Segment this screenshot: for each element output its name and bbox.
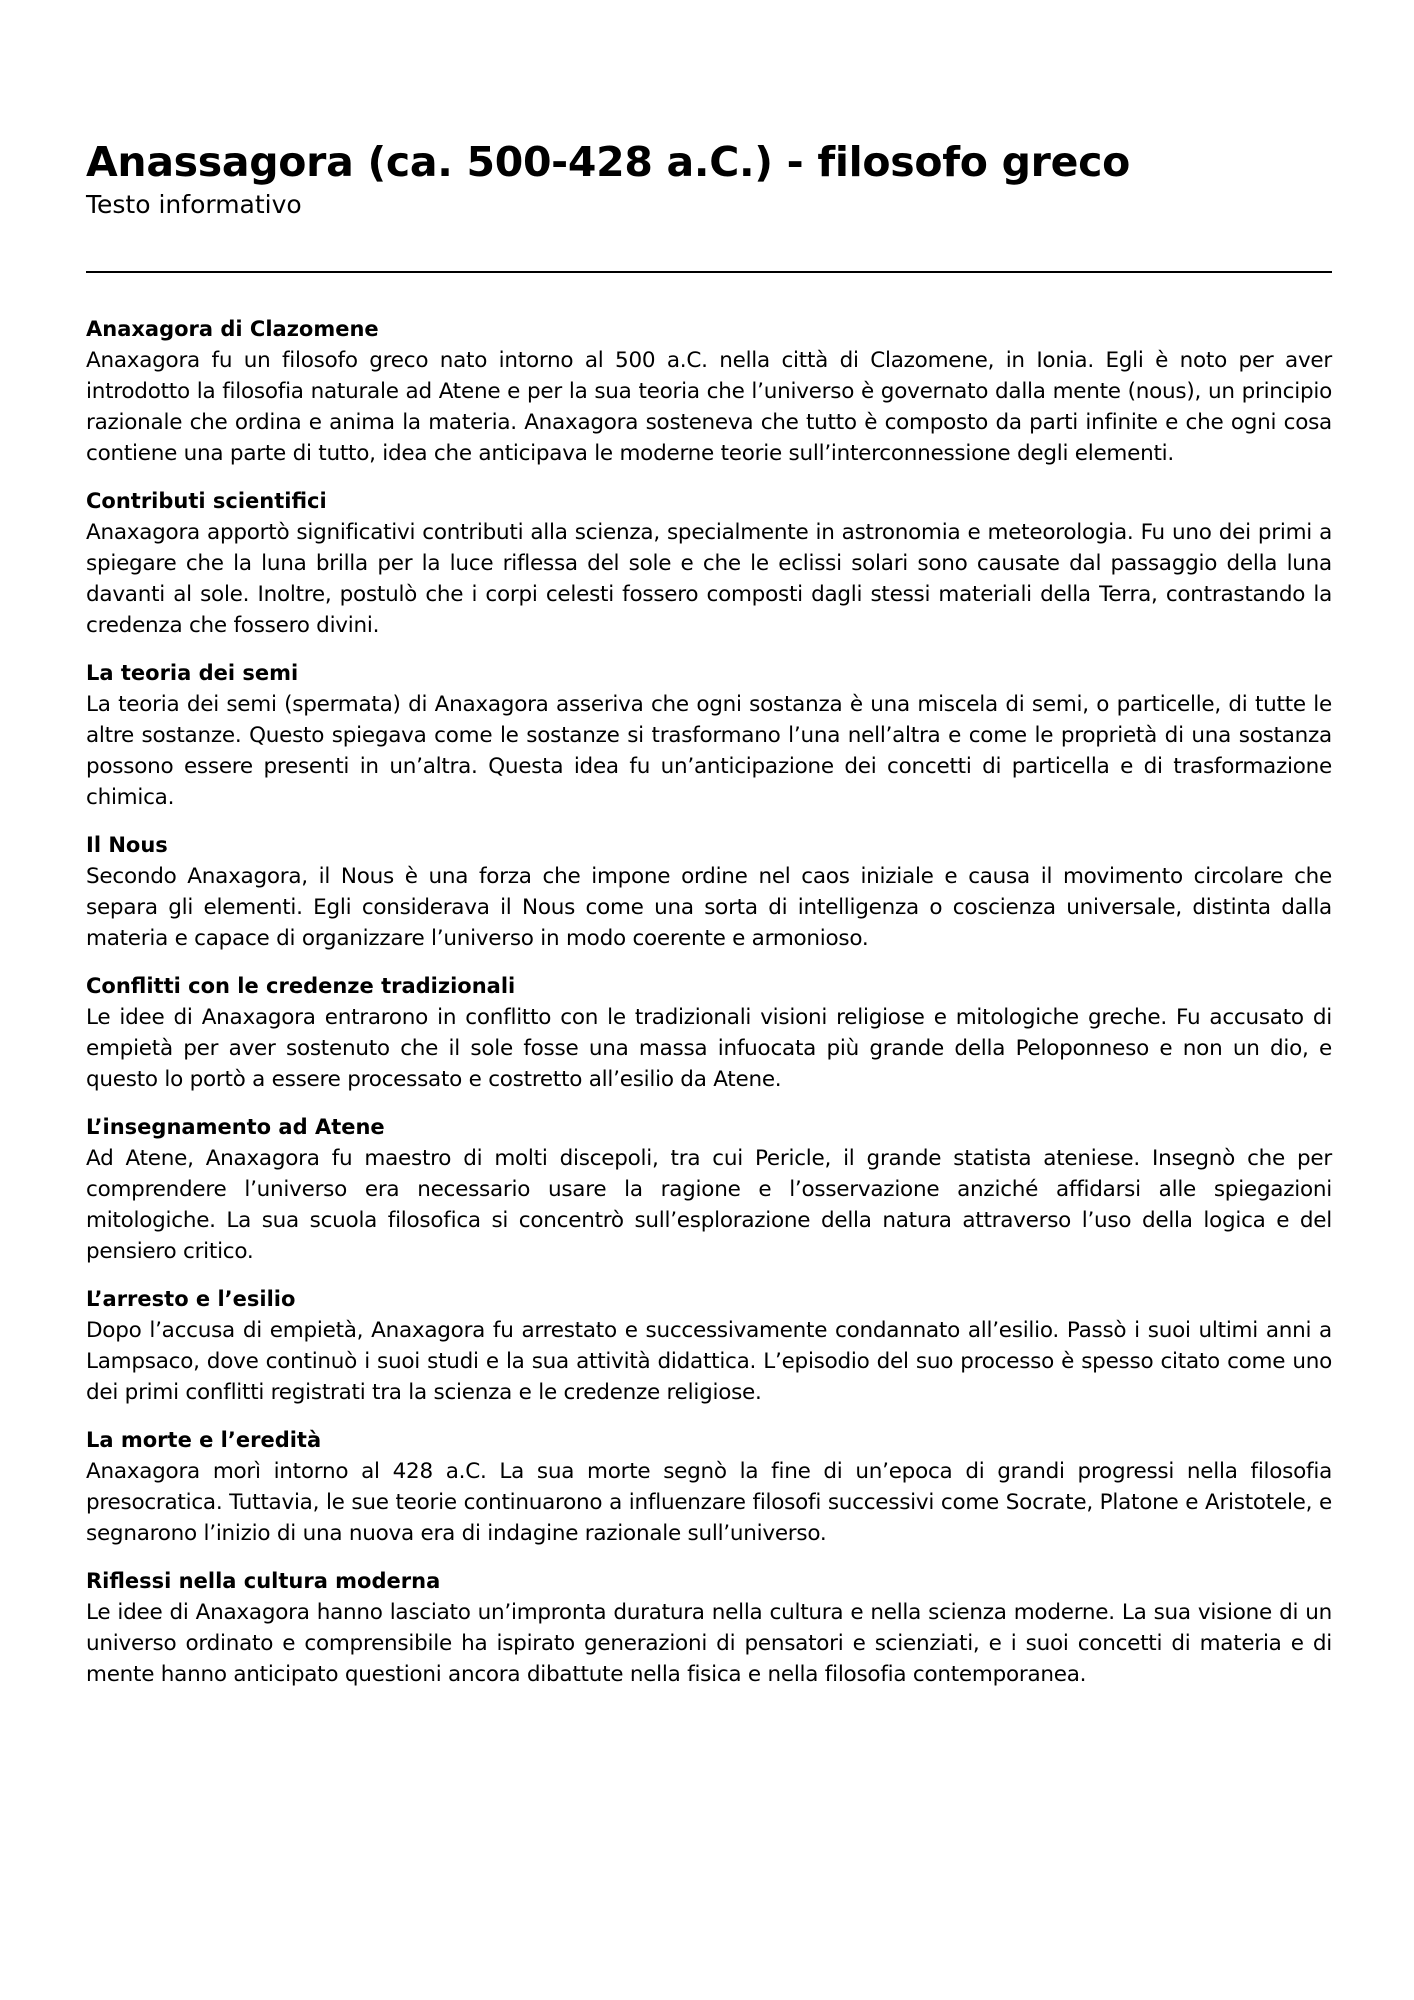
section-heading: Riflessi nella cultura moderna <box>86 1569 441 1593</box>
section-body: La teoria dei semi (spermata) di Anaxagora asseriva che ogni sostanza è una miscela di semi, o particelle, di tutte le altre sostanze. Questo spiegava come le sostanze si trasformano l’una nell’altra e come le proprietà di una sostanza possono essere presenti in un’altra. Questa idea fu un’anticipazione dei concetti di particella e di trasformazione chimica. <box>86 692 1332 810</box>
section-heading: L’insegnamento ad Atene <box>86 1115 385 1139</box>
section-body: Ad Atene, Anaxagora fu maestro di molti discepoli, tra cui Pericle, il grande statista ateniese. Insegnò che per comprendere l’universo era necessario usare la ragione e l’osservazione anziché affidarsi alle spiegazioni mitologiche. La sua scuola filosofica si concentrò sull’esplorazione della natura attraverso l’uso della logica e del pensiero critico. <box>86 1146 1332 1264</box>
section-heading: La morte e l’eredità <box>86 1428 322 1452</box>
section-teoria-dei-semi <box>86 658 1332 813</box>
section-body: Le idee di Anaxagora entrarono in conflitto con le tradizionali visioni religiose e mitologiche greche. Fu accusato di empietà per aver sostenuto che il sole fosse una massa infuocata più grande della Peloponneso e non un dio, e questo lo portò a essere processato e costretto all’esilio da Atene. <box>86 1005 1332 1092</box>
document-page <box>86 0 1332 1707</box>
section-riflessi-cultura-moderna <box>86 1566 1332 1690</box>
section-anaxagora-di-clazomene <box>86 314 1332 469</box>
section-body: Anaxagora morì intorno al 428 a.C. La sua morte segnò la fine di un’epoca di grandi progressi nella filosofia presocratica. Tuttavia, le sue teorie continuarono a influenzare filosofi successivi come Socrate, Platone e Aristotele, e segnarono l’inizio di una nuova era di indagine razionale sull’universo. <box>86 1459 1332 1546</box>
section-heading: La teoria dei semi <box>86 661 299 685</box>
section-body: Dopo l’accusa di empietà, Anaxagora fu arrestato e successivamente condannato all’esilio. Passò i suoi ultimi anni a Lampsaco, dove continuò i suoi studi e la sua attività didattica. L’episodio del suo processo è spesso citato come uno dei primi conflitti registrati tra la scienza e le credenze religiose. <box>86 1318 1332 1405</box>
section-contributi-scientifici <box>86 486 1332 641</box>
section-body: Secondo Anaxagora, il Nous è una forza che impone ordine nel caos iniziale e causa il movimento circolare che separa gli elementi. Egli considerava il Nous come una sorta di intelligenza o coscienza universale, distinta dalla materia e capace di organizzare l’universo in modo coerente e armonioso. <box>86 864 1332 951</box>
section-heading: L’arresto e l’esilio <box>86 1287 296 1311</box>
section-body: Anaxagora fu un filosofo greco nato intorno al 500 a.C. nella città di Clazomene, in Ionia. Egli è noto per aver introdotto la filosofia naturale ad Atene e per la sua teoria che l’universo è governato dalla mente (nous), un principio razionale che ordina e anima la materia. Anaxagora sosteneva che tutto è composto da parti infinite e che ogni cosa contiene una parte di tutto, idea che anticipava le moderne teorie sull’interconnessione degli elementi. <box>86 348 1332 466</box>
document-title: Anassagora (ca. 500-428 a.C.) - filosofo greco <box>86 138 1130 186</box>
section-body: Le idee di Anaxagora hanno lasciato un’impronta duratura nella cultura e nella scienza moderne. La sua visione di un universo ordinato e comprensibile ha ispirato generazioni di pensatori e scienziati, e i suoi concetti di materia e di mente hanno anticipato questioni ancora dibattute nella fisica e nella filosofia contemporanea. <box>86 1600 1332 1687</box>
section-heading: Contributi scientifici <box>86 489 327 513</box>
document-subtitle: Testo informativo <box>86 190 302 219</box>
sections-list <box>86 314 1332 1690</box>
section-heading: Il Nous <box>86 833 168 857</box>
section-arresto-e-esilio <box>86 1284 1332 1408</box>
section-heading: Anaxagora di Clazomene <box>86 317 379 341</box>
section-insegnamento-ad-atene <box>86 1112 1332 1267</box>
section-body: Anaxagora apportò significativi contributi alla scienza, specialmente in astronomia e meteorologia. Fu uno dei primi a spiegare che la luna brilla per la luce riflessa del sole e che le eclissi solari sono causate dal passaggio della luna davanti al sole. Inoltre, postulò che i corpi celesti fossero composti dagli stessi materiali della Terra, contrastando la credenza che fossero divini. <box>86 520 1332 638</box>
section-il-nous <box>86 830 1332 954</box>
section-morte-e-eredita <box>86 1425 1332 1549</box>
section-heading: Conflitti con le credenze tradizionali <box>86 974 516 998</box>
title-divider <box>86 271 1332 273</box>
section-conflitti <box>86 971 1332 1095</box>
